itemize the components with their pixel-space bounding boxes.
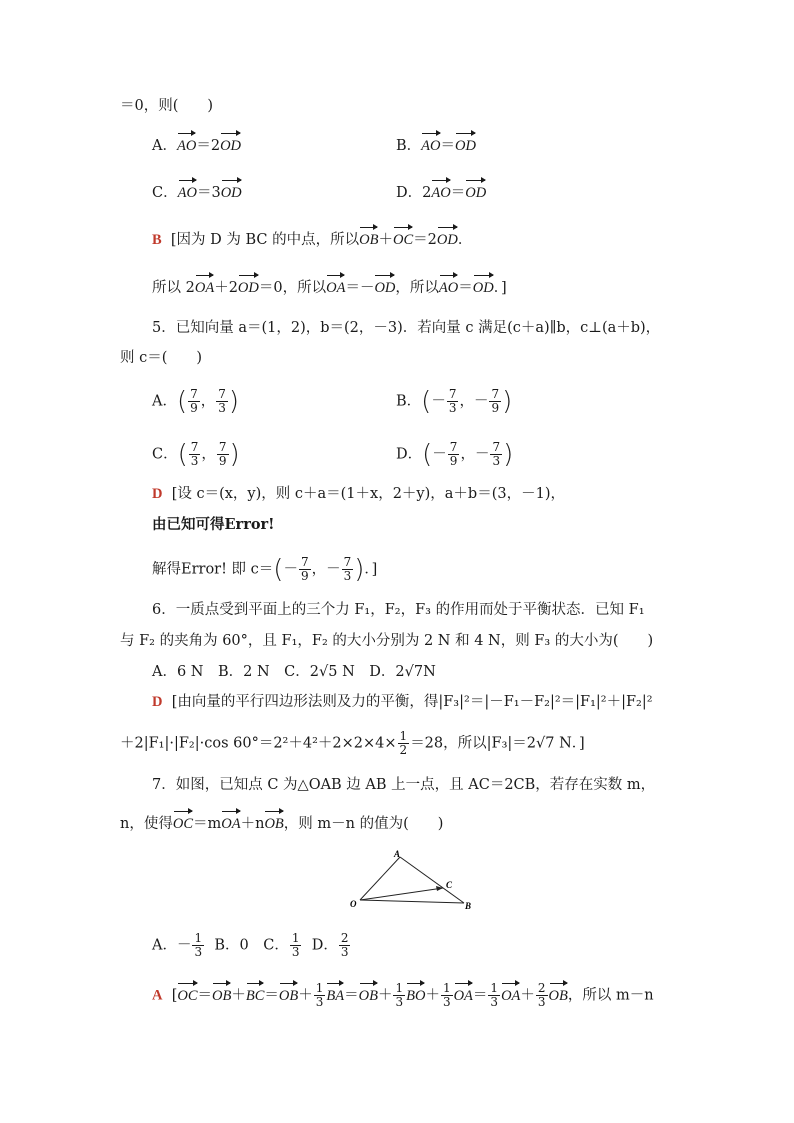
- expl-text: n，使得: [120, 816, 173, 832]
- q5-option-b: [396, 388, 512, 415]
- numerator: 1: [315, 981, 324, 995]
- numerator: 1: [490, 981, 499, 995]
- eq-zero: ＝0: [258, 280, 283, 296]
- plus: ＋: [377, 987, 393, 1004]
- eq-sign: ＝: [344, 987, 359, 1004]
- vector-OB: OB: [358, 987, 378, 1004]
- denominator: 9: [190, 401, 198, 415]
- coef: 2: [228, 280, 238, 296]
- vector-OD: OD: [465, 185, 487, 201]
- vector-BO: BO: [406, 987, 426, 1004]
- expl-text: ，所以: [395, 280, 439, 296]
- eq-sign: ＝: [264, 987, 279, 1004]
- numerator: 7: [491, 387, 500, 401]
- paren-close: ): [503, 439, 514, 470]
- coef: 3: [211, 185, 221, 201]
- eq-sign: ＝: [472, 987, 488, 1004]
- vector-AO: AO: [431, 185, 451, 201]
- option-label: B．0 C．: [214, 937, 289, 954]
- fraction: [488, 982, 500, 1009]
- expl-text: ，则 m－n 的值为( ): [283, 816, 444, 832]
- q6-stem-2: 与 F₂ 的夹角为 60°，且 F₁，F₂ 的大小分别为 2 N 和 4 N，则 F₃ 的大小为( ): [120, 633, 654, 649]
- numerator: 1: [194, 931, 203, 945]
- vector-OD: OD: [220, 138, 242, 154]
- expl-text: [因为 D 为 BC 的中点，所以: [170, 232, 360, 248]
- eq-sign: ＝: [450, 185, 466, 201]
- numerator: 1: [395, 981, 404, 995]
- comma: ，: [201, 446, 216, 463]
- eq-sign: ＝: [413, 232, 428, 248]
- q4-option-c: [152, 183, 242, 203]
- coef: 2: [210, 138, 221, 154]
- paren-close: ): [229, 439, 240, 470]
- q4-stem-tail: ＝0，则( ): [120, 98, 214, 114]
- fraction: [441, 982, 453, 1009]
- option-label: C．: [152, 185, 178, 201]
- denominator: 3: [190, 454, 199, 468]
- option-label: D．: [396, 446, 423, 463]
- option-label: D．: [311, 937, 338, 954]
- vector-OB: OB: [212, 987, 232, 1004]
- fraction: [188, 388, 200, 415]
- answer-letter: D: [152, 694, 163, 710]
- expl-text: ＝28，所以|F₃|＝2√7 N．]: [410, 735, 585, 752]
- denominator: 3: [340, 945, 349, 959]
- q4-option-a: [152, 136, 241, 156]
- minus: －: [359, 280, 375, 296]
- denominator: 9: [449, 454, 458, 468]
- minus: －: [432, 446, 447, 463]
- numerator: 1: [442, 981, 451, 995]
- plus: ＋: [298, 987, 313, 1004]
- expl-text: ＝m: [193, 816, 222, 832]
- denominator: 3: [218, 401, 226, 415]
- plus: ＋: [231, 987, 246, 1004]
- denominator: 2: [399, 743, 408, 757]
- fraction: [489, 388, 501, 415]
- q5-option-a: [152, 388, 239, 415]
- expl-text: [由向量的平行四边形法则及力的平衡，得|F₃|²＝|－F₁－F₂|²＝|F₁|²＋|F₂|²: [171, 694, 653, 710]
- vector-AO: AO: [438, 280, 459, 296]
- fraction: [339, 932, 351, 959]
- option-label: B．: [396, 393, 422, 410]
- vector-OA: OA: [221, 816, 241, 832]
- denominator: 9: [491, 401, 500, 415]
- q5-option-c: [152, 441, 240, 468]
- vector-OB: OB: [359, 232, 379, 248]
- eq-sign: ＝: [197, 987, 213, 1004]
- option-label: A．: [152, 138, 177, 154]
- expl-text: [设 c＝(x，y)，则 c＋a＝(1＋x，2＋y)，a＋b＝(3，－1)，: [171, 486, 565, 502]
- paren-open: (: [273, 554, 284, 585]
- numerator: 7: [190, 387, 198, 401]
- fraction: [217, 441, 229, 468]
- label-O: O: [350, 899, 357, 909]
- numerator: 1: [291, 931, 300, 945]
- expl-text: ，所以: [282, 280, 327, 296]
- vector-OB: OB: [278, 987, 299, 1004]
- coef: 2: [422, 185, 432, 201]
- fraction: [536, 982, 548, 1009]
- denominator: 3: [492, 454, 501, 468]
- q7-stem-2: [120, 814, 443, 834]
- fraction: [447, 388, 459, 415]
- edge-AB: [400, 857, 464, 903]
- vector-OC: OC: [177, 987, 198, 1004]
- edge-OB: [360, 900, 464, 903]
- fraction: [189, 441, 201, 468]
- edge-OA: [360, 857, 400, 900]
- numerator: 2: [340, 931, 349, 945]
- numerator: 7: [449, 440, 458, 454]
- plus: ＋: [214, 280, 229, 296]
- minus: －: [474, 446, 490, 463]
- minus: －: [326, 561, 341, 578]
- expl-text: 解得Error! 即 c＝: [152, 561, 274, 578]
- comma: ，: [459, 393, 474, 410]
- answer-letter: A: [152, 987, 163, 1004]
- q6-explanation-2: [120, 730, 585, 757]
- fraction: [216, 388, 228, 415]
- numerator: 7: [448, 387, 457, 401]
- fraction: [290, 932, 302, 959]
- vector-OD: OD: [237, 280, 259, 296]
- label-B: B: [465, 901, 472, 911]
- eq-sign: ＝: [196, 185, 212, 201]
- plus: ＋: [378, 232, 393, 248]
- fraction: [342, 556, 354, 583]
- q6-options: A．6 N B．2 N C．2√5 N D．2√7N: [152, 664, 436, 680]
- expl-text: ．]: [364, 561, 378, 578]
- minus: －: [473, 393, 489, 410]
- eq-sign: ＝: [458, 280, 473, 296]
- expl-text: 所以 2: [152, 280, 195, 296]
- vector-OB: OB: [264, 816, 284, 832]
- q5-explanation-1: [152, 484, 565, 504]
- fraction: [299, 556, 311, 583]
- vector-OB: OB: [548, 987, 568, 1004]
- q4-option-d: [396, 183, 486, 203]
- vector-BC: BC: [245, 987, 265, 1004]
- option-label: B．: [396, 138, 422, 154]
- paren-open: (: [177, 439, 188, 470]
- plus: ＋: [425, 987, 440, 1004]
- q7-explanation: A [OC＝OB＋BC＝OB＋ $\frac{1}{3}$ BA＝OB＋ $\frac{1}{3}$ BO＋ $\frac{1}{3}$ OA＝ $\frac{1}{3}$ OA＋ $\frac{2}{3}$ OB，所以 m－n: [152, 981, 654, 1009]
- denominator: 3: [537, 995, 546, 1009]
- vector-OA: OA: [194, 280, 215, 296]
- minus: －: [431, 393, 446, 410]
- expl-text: ．]: [493, 280, 507, 296]
- label-C: C: [446, 880, 453, 890]
- numerator: 1: [399, 729, 408, 743]
- edge-OC: [360, 888, 443, 900]
- numerator: 2: [537, 981, 546, 995]
- paren-open: (: [421, 386, 432, 417]
- q6-explanation-1: [152, 692, 653, 712]
- expl-text: ＋2|F₁|·|F₂|·cos 60°＝2²＋4²＋2×2×4×: [120, 735, 397, 752]
- expl-text: ＋n: [240, 816, 265, 832]
- plus: ＋: [520, 987, 535, 1004]
- numerator: 7: [218, 440, 227, 454]
- q5-explanation-2: 由已知可得Error!: [152, 516, 275, 533]
- fraction: [490, 441, 502, 468]
- option-label: A．－: [152, 937, 192, 954]
- q7-options: [152, 932, 351, 959]
- denominator: 3: [448, 401, 457, 415]
- fraction: [393, 982, 405, 1009]
- option-label: D．: [396, 185, 423, 201]
- vector-OA: OA: [501, 987, 521, 1004]
- expl-text: ，所以 m－n: [567, 987, 654, 1004]
- numerator: 7: [190, 440, 199, 454]
- vector-BA: BA: [326, 987, 345, 1004]
- denominator: 3: [315, 995, 324, 1009]
- numerator: 7: [218, 387, 226, 401]
- denominator: 9: [300, 569, 309, 583]
- comma: ，: [200, 393, 216, 410]
- vector-OD: OD: [374, 280, 396, 296]
- denominator: 3: [442, 995, 451, 1009]
- vector-OC: OC: [172, 816, 193, 832]
- q5-explanation-3: [152, 556, 377, 583]
- triangle-figure: [346, 845, 478, 915]
- option-label: C．: [152, 446, 178, 463]
- denominator: 3: [395, 995, 404, 1009]
- denominator: 3: [490, 995, 499, 1009]
- vector-AO: AO: [176, 138, 197, 154]
- minus: －: [283, 561, 298, 578]
- numerator: 7: [343, 555, 352, 569]
- q5-stem-1: 5．已知向量 a＝(1，2)，b＝(2，－3)．若向量 c 满足(c＋a)∥b，c⊥(a＋b)，: [152, 320, 661, 336]
- answer-letter: D: [152, 486, 163, 502]
- vector-AO: AO: [177, 185, 197, 201]
- answer-letter: B: [152, 232, 162, 248]
- comma: ，: [311, 561, 327, 578]
- vector-OA: OA: [453, 987, 473, 1004]
- vector-AO: AO: [421, 138, 441, 154]
- coef: 2: [427, 232, 437, 248]
- label-A: A: [394, 849, 401, 859]
- eq-sign: ＝: [440, 138, 455, 154]
- option-label: A．: [152, 393, 177, 410]
- q5-option-d: [396, 441, 513, 468]
- q4-option-b: [396, 136, 476, 156]
- vector-OD: OD: [455, 138, 476, 154]
- numerator: 7: [492, 440, 501, 454]
- vector-OC: OC: [392, 232, 414, 248]
- denominator: 3: [291, 945, 300, 959]
- vector-OD: OD: [472, 280, 494, 296]
- vector-OA: OA: [326, 280, 346, 296]
- denominator: 9: [218, 454, 227, 468]
- fraction: [398, 730, 410, 757]
- numerator: 7: [300, 555, 309, 569]
- denominator: 3: [343, 569, 352, 583]
- fraction: [448, 441, 460, 468]
- comma: ，: [460, 446, 475, 463]
- q4-explanation-1: B [因为 D 为 BC 的中点，所以OB＋OC＝2OD．: [152, 232, 473, 248]
- vector-OD: OD: [220, 185, 242, 201]
- q5-stem-2: 则 c＝( ): [120, 350, 203, 366]
- vector-OD: OD: [436, 232, 458, 248]
- paren-open: (: [422, 439, 433, 470]
- q7-stem-1: 7．如图，已知点 C 为△OAB 边 AB 上一点，且 AC＝2CB，若存在实数 m，: [152, 777, 656, 793]
- paren-open: (: [176, 386, 188, 417]
- fraction: [314, 982, 326, 1009]
- eq-sign: ＝: [345, 280, 360, 296]
- paren-close: ): [354, 554, 365, 585]
- q4-explanation-2: [152, 278, 507, 298]
- paren-close: ): [502, 386, 513, 417]
- denominator: 3: [194, 945, 203, 959]
- q6-stem-1: 6．一质点受到平面上的三个力 F₁，F₂，F₃ 的作用而处于平衡状态．已知 F₁: [152, 602, 645, 618]
- paren-close: ): [228, 386, 240, 417]
- eq-sign: ＝: [196, 138, 211, 154]
- fraction: [192, 932, 204, 959]
